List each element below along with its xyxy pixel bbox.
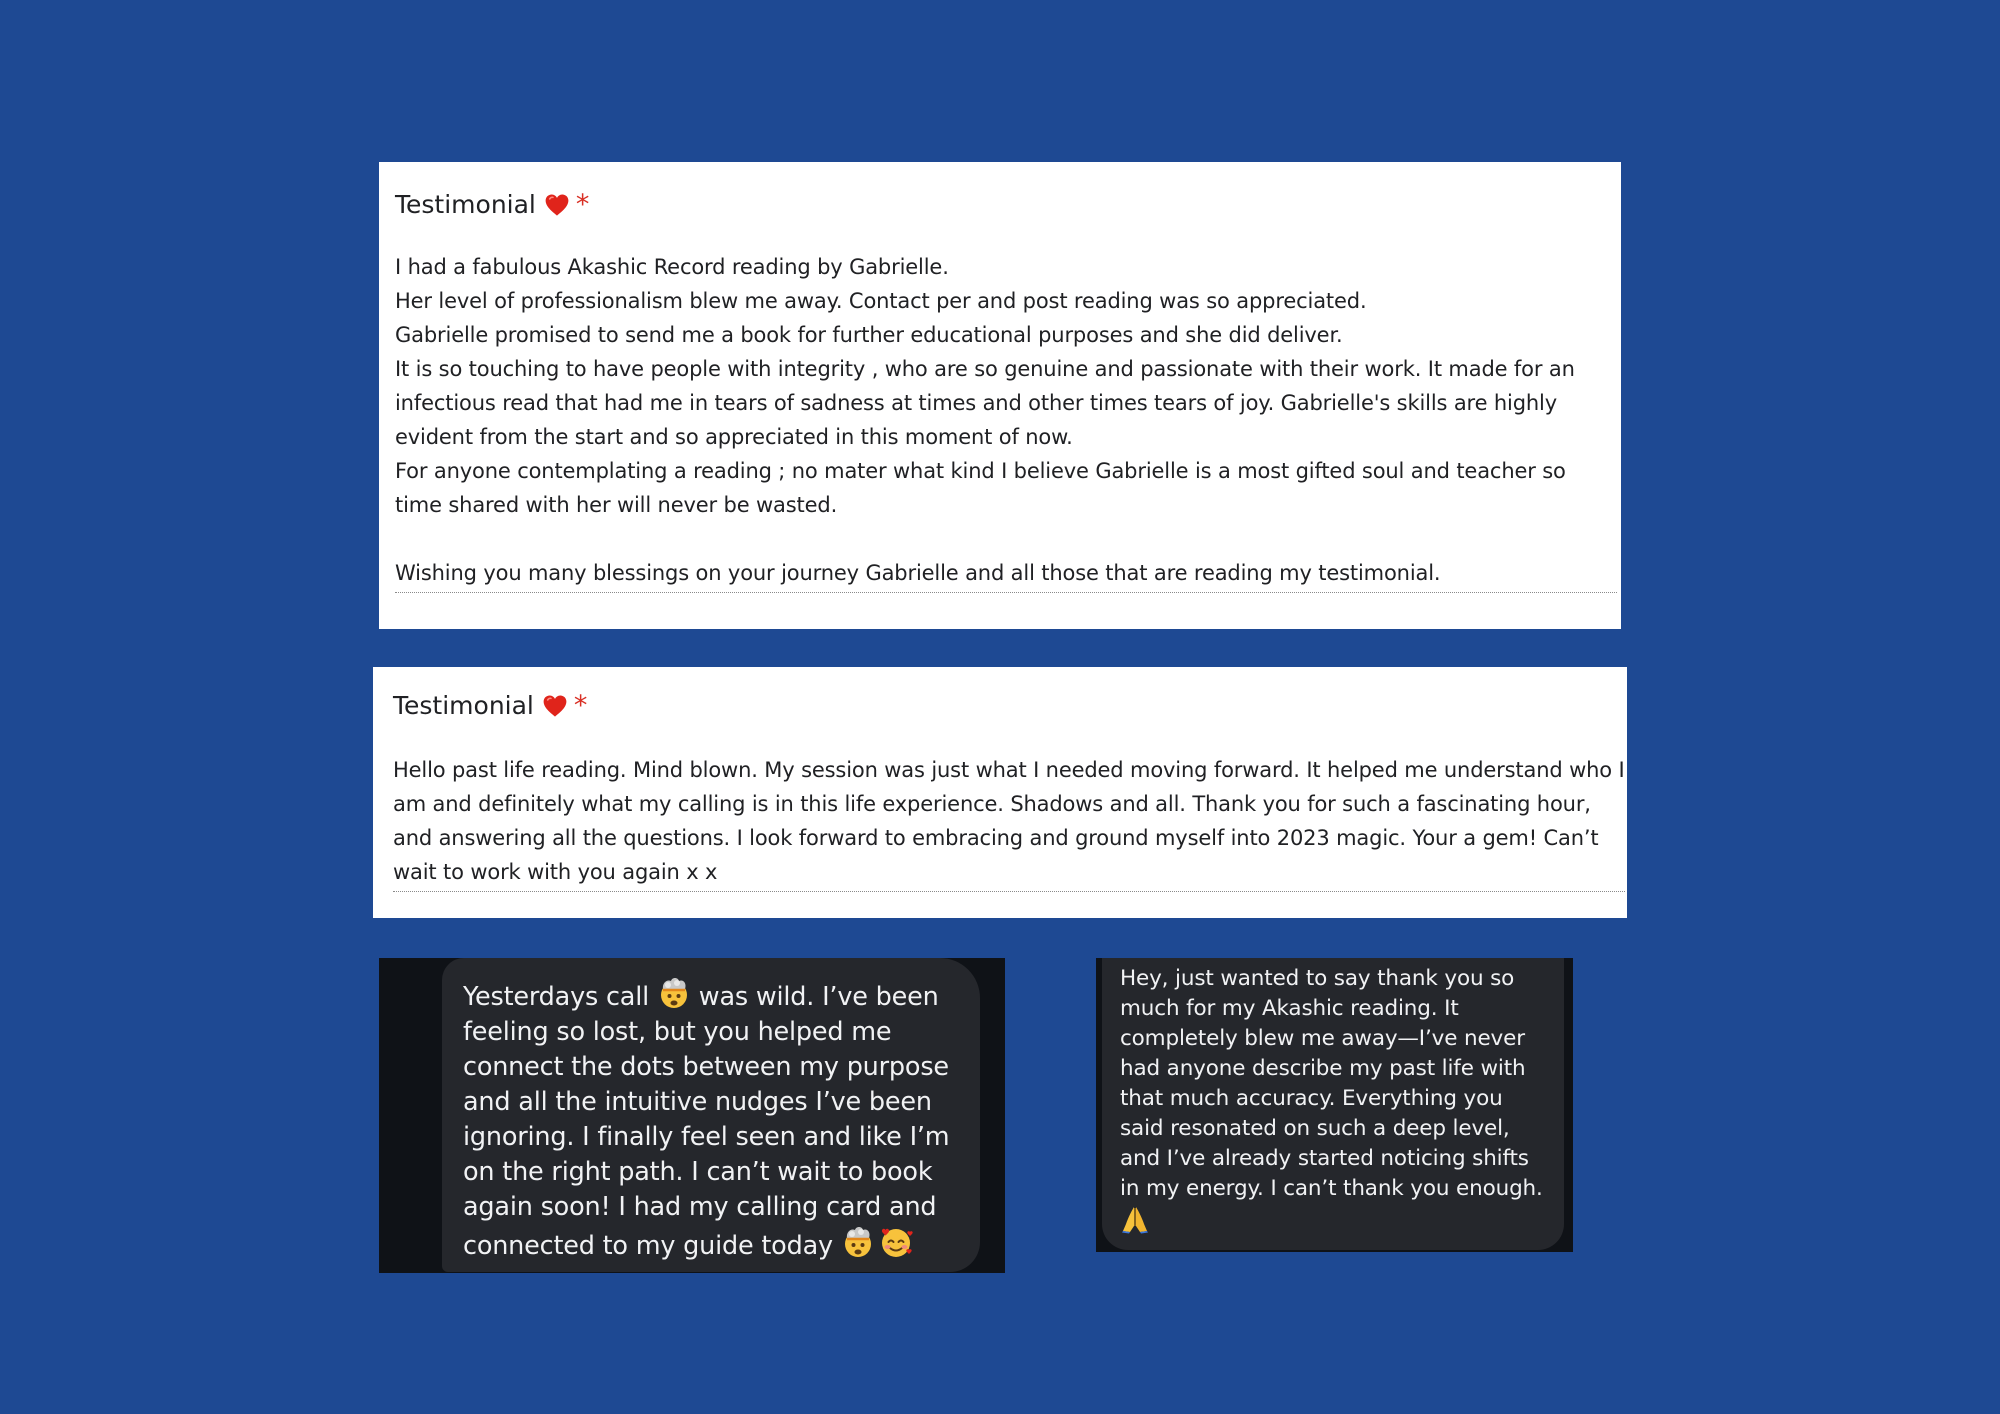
testimonial-card-2: [373, 667, 1632, 918]
question-title-text: Testimonial: [395, 190, 536, 219]
question-title: [395, 188, 1611, 222]
red-heart-icon: [544, 192, 570, 218]
message-bubble: [1102, 958, 1564, 1250]
question-title-text: Testimonial: [393, 691, 534, 720]
testimonial-card-1: [379, 162, 1621, 629]
exploding-head-icon: [657, 976, 691, 1010]
message-text: Hey, just wanted to say thank you so much for my Akashic reading. It completely blew me away—I’ve never had anyone describe my past life with that much accuracy. Everything you said resonated on such a deep level, and I’ve already started noticing shifts in my energy. I can’t thank you enough.: [1120, 966, 1543, 1201]
required-asterisk: *: [573, 690, 588, 721]
red-heart-icon: [542, 693, 568, 719]
testimonial-answer-field[interactable]: Hello past life reading. Mind blown. My session was just what I needed moving forward. It helped me understand who I am and definitely what my calling is in this life experience. Shadows and all. Thank you for such a fascinating hour, and answering all the questions. I look forward to embracing and ground myself into 2023 magic. Your a gem! Can’t wait to work with you again x x: [393, 753, 1625, 892]
exploding-head-icon: [841, 1225, 875, 1259]
folded-hands-icon: [1120, 1204, 1150, 1234]
chat-screenshot-1: [379, 958, 1005, 1273]
smiling-face-with-hearts-icon: [878, 1225, 914, 1259]
message-text-part-1: Yesterdays call: [463, 982, 657, 1012]
required-asterisk: *: [575, 189, 590, 220]
question-title: [393, 689, 1605, 723]
chat-screenshot-2: [1096, 958, 1573, 1252]
testimonial-answer-field[interactable]: I had a fabulous Akashic Record reading by Gabrielle. Her level of professionalism blew me away. Contact per and post reading was so appreciated. Gabrielle promised to send me a book for further educational purposes and she did deliver. It is so touching to have people with integrity , who are so genuine and passionate with their work. It made for an infectious read that had me in tears of sadness at times and other times tears of joy. Gabrielle's skills are highly evident from the start and so appreciated in this moment of now. For anyone contemplating a reading ; no mater what kind I believe Gabrielle is a most gifted soul and teacher so time shared with her will never be wasted. Wishing you many blessings on your journey Gabrielle and all those that are reading my testimonial.: [395, 250, 1617, 593]
message-bubble: [442, 958, 980, 1272]
message-text-part-2: was wild. I’ve been feeling so lost, but you helped me connect the dots between my purpose and all the intuitive nudges I’ve been ignoring. I finally feel seen and like I’m on the right path. I can’t wait to book again soon! I had my calling card and connected to my guide today: [463, 982, 950, 1261]
